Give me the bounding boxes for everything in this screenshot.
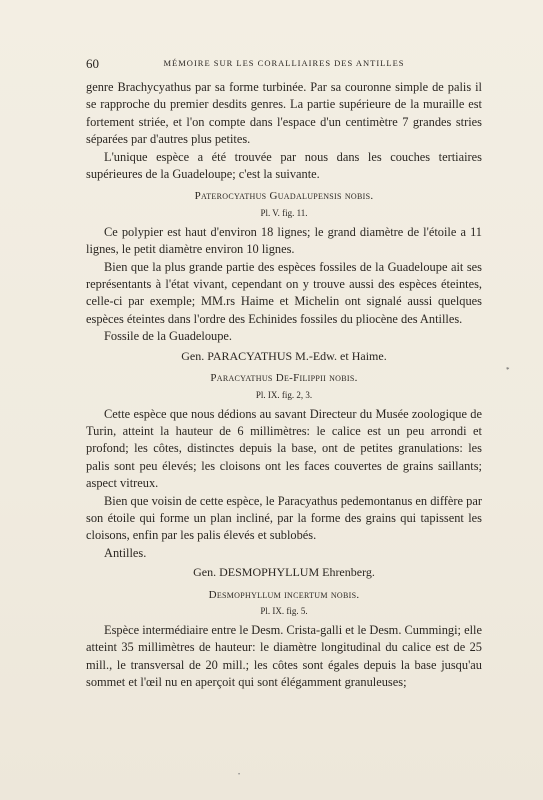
page-body [86,79,482,692]
paragraph-4: Bien que la plus grande partie des espèces fossiles de la Guadeloupe ait ses représentants à l'état vivant, cependant on y trouve aussi des espèces éteintes, celle-ci par exemple; MM.rs Haime et Michelin ont signalé aussi quelques espèces éteintes dans l'ordre des Echinides fossiles du pliocène des Antilles. [86,259,482,326]
running-title: MÉMOIRE SUR LES CORALLIAIRES DES ANTILLES [163,58,405,68]
species-title-paterocyathus: Paterocyathus Guadalupensis nobis. [194,190,374,203]
paragraph-3: Ce polypier est haut d'environ 18 lignes; le grand diamètre de l'étoile a 11 lignes, le petit diamètre environ 10 lignes. [86,224,482,257]
genus-heading-paracyathus: Gen. PARACYATHUS M.-Edw. et Haime. [181,348,387,363]
footer-dot: • [238,772,241,778]
paragraph-1: genre Brachycyathus par sa forme turbinée. Par sa couronne simple de palis il se rapproche du premier desdits genres. La partie supérieure de la muraille est fortement striée, et l'on compte dans l'espace d'un centimètre 7 grandes stries séparées par d'autres plus petites. [86,80,482,147]
page-header [86,56,482,72]
plate-reference-2: Pl. IX. fig. 2, 3. [255,389,313,400]
plate-reference-1: Pl. V. fig. 11. [260,207,308,218]
paragraph-9: Espèce intermédiaire entre le Desm. Crista-galli et le Desm. Cummingi; elle atteint 35 millimètres de hauteur: le diamètre longitudinal du calice est de 25 mill., le transversal de 20 mill.; les côtes sont égales depuis la base jusqu'au sommet et l'œil nu en aperçoit qui sont élégamment granuleuses; [86,622,482,690]
paragraph-6: Cette espèce que nous dédions au savant Directeur du Musée zoologique de Turin, atteint la hauteur de 6 millimètres: le calice est un peu arrondi et profond; les côtes, distinctes depuis la base, ont de petites granulations: les palis sont peu élevés; les cloisons ont les faces couvertes de grains saillants; aspect vitreux. [86,406,482,491]
paragraph-8: Antilles. [104,545,147,560]
margin-mark: * [506,366,510,374]
plate-reference-3: Pl. IX. fig. 5. [260,605,308,616]
paragraph-7: Bien que voisin de cette espèce, le Paracyathus pedemontanus en diffère par son étoile qui forme un plan incliné, par la forme des grains qui tapissent les cloisons, enfin par les palis élevés et sublobés. [86,493,482,543]
species-title-paracyathus: Paracyathus De-Filippii nobis. [210,372,358,385]
paragraph-2: L'unique espèce a été trouvée par nous dans les couches tertiaires supérieures de la Guadeloupe; c'est la suivante. [86,149,482,182]
page-number: 60 [86,56,99,71]
paragraph-5: Fossile de la Guadeloupe. [104,329,233,344]
genus-heading-desmophyllum: Gen. DESMOPHYLLUM Ehrenberg. [193,565,375,580]
species-title-desmophyllum: Desmophyllum incertum nobis. [208,588,360,601]
